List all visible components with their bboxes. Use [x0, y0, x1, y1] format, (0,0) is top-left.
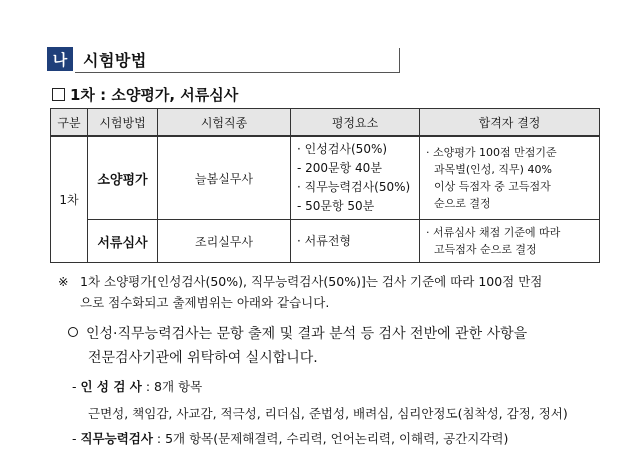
bullet-line: 인성·직무능력검사는 문항 출제 및 결과 분석 등 검사 전반에 관한 사항을	[86, 326, 528, 342]
criteria-line: · 직무능력검사(50%)	[297, 180, 411, 194]
personality-test-summary: : 8개 항목	[145, 379, 203, 394]
circle-bullet-icon	[68, 327, 78, 337]
decision-line: 과목별(인성, 직무) 40%	[434, 163, 552, 176]
decision-line: 고득점자 순으로 결정	[434, 243, 537, 256]
job-cell: 조리실무사	[158, 220, 291, 263]
decision-line: · 소양평가 100점 만점기준	[426, 146, 557, 159]
aptitude-test-summary: : 5개 항목(문제해결력, 수리력, 언어논리력, 이해력, 공간지각력)	[156, 431, 509, 446]
personality-test-label: 인 성 검 사	[80, 379, 142, 394]
job-cell: 늘봄실무사	[158, 136, 291, 220]
criteria-line: · 인성검사(50%)	[297, 142, 388, 156]
dash-icon: -	[72, 431, 81, 446]
score-note	[58, 271, 593, 313]
bullet-line: 전문검사기관에 위탁하여 실시합니다.	[88, 350, 318, 366]
table-row	[51, 220, 600, 263]
decision-line: · 서류심사 채점 기준에 따라	[426, 226, 561, 239]
criteria-cell	[291, 136, 420, 220]
header-job: 시험직종	[158, 109, 291, 137]
header-method: 시험방법	[88, 109, 158, 137]
subheading-title: 1차 : 소양평가, 서류심사	[70, 86, 239, 104]
criteria-line: · 서류전형	[297, 233, 351, 248]
note-line: 1차 소양평가[인성검사(50%), 직무능력검사(50%)]는 검사 기준에 따라 100점 만점	[80, 274, 543, 289]
section-badge: 나	[47, 47, 73, 71]
dash-icon: -	[72, 379, 81, 394]
criteria-line: - 50문항 50분	[297, 199, 375, 213]
method-cell: 소양평가	[88, 136, 158, 220]
criteria-cell	[291, 220, 420, 263]
table-header-row	[51, 109, 600, 137]
decision-cell	[420, 220, 600, 263]
decision-line: 이상 득점자 중 고득점자	[434, 180, 551, 193]
aptitude-test-row	[72, 430, 508, 448]
table-row	[51, 136, 600, 220]
personality-test-items: 근면성, 책임감, 사교감, 적극성, 리더십, 준법성, 배려심, 심리안정도(침착성, 감정, 정서)	[88, 406, 568, 421]
criteria-line: - 200문항 40분	[297, 161, 382, 175]
stage-cell: 1차	[51, 136, 88, 263]
personality-test-row	[72, 378, 202, 396]
decision-cell	[420, 136, 600, 220]
note-mark: ※	[58, 274, 69, 289]
checkbox-icon	[52, 88, 65, 101]
method-cell: 서류심사	[88, 220, 158, 263]
section-underline	[75, 72, 400, 73]
decision-line: 순으로 결정	[434, 197, 491, 210]
exam-method-table	[50, 108, 600, 263]
header-criteria: 평정요소	[291, 109, 420, 137]
section-divider	[399, 48, 400, 73]
header-category: 구분	[51, 109, 88, 137]
outsourcing-notice	[68, 322, 608, 370]
section-title: 시험방법	[83, 51, 147, 70]
note-line: 으로 점수화되고 출제범위는 아래와 같습니다.	[80, 295, 330, 310]
header-decision: 합격자 결정	[420, 109, 600, 137]
aptitude-test-label: 직무능력검사	[80, 431, 153, 446]
